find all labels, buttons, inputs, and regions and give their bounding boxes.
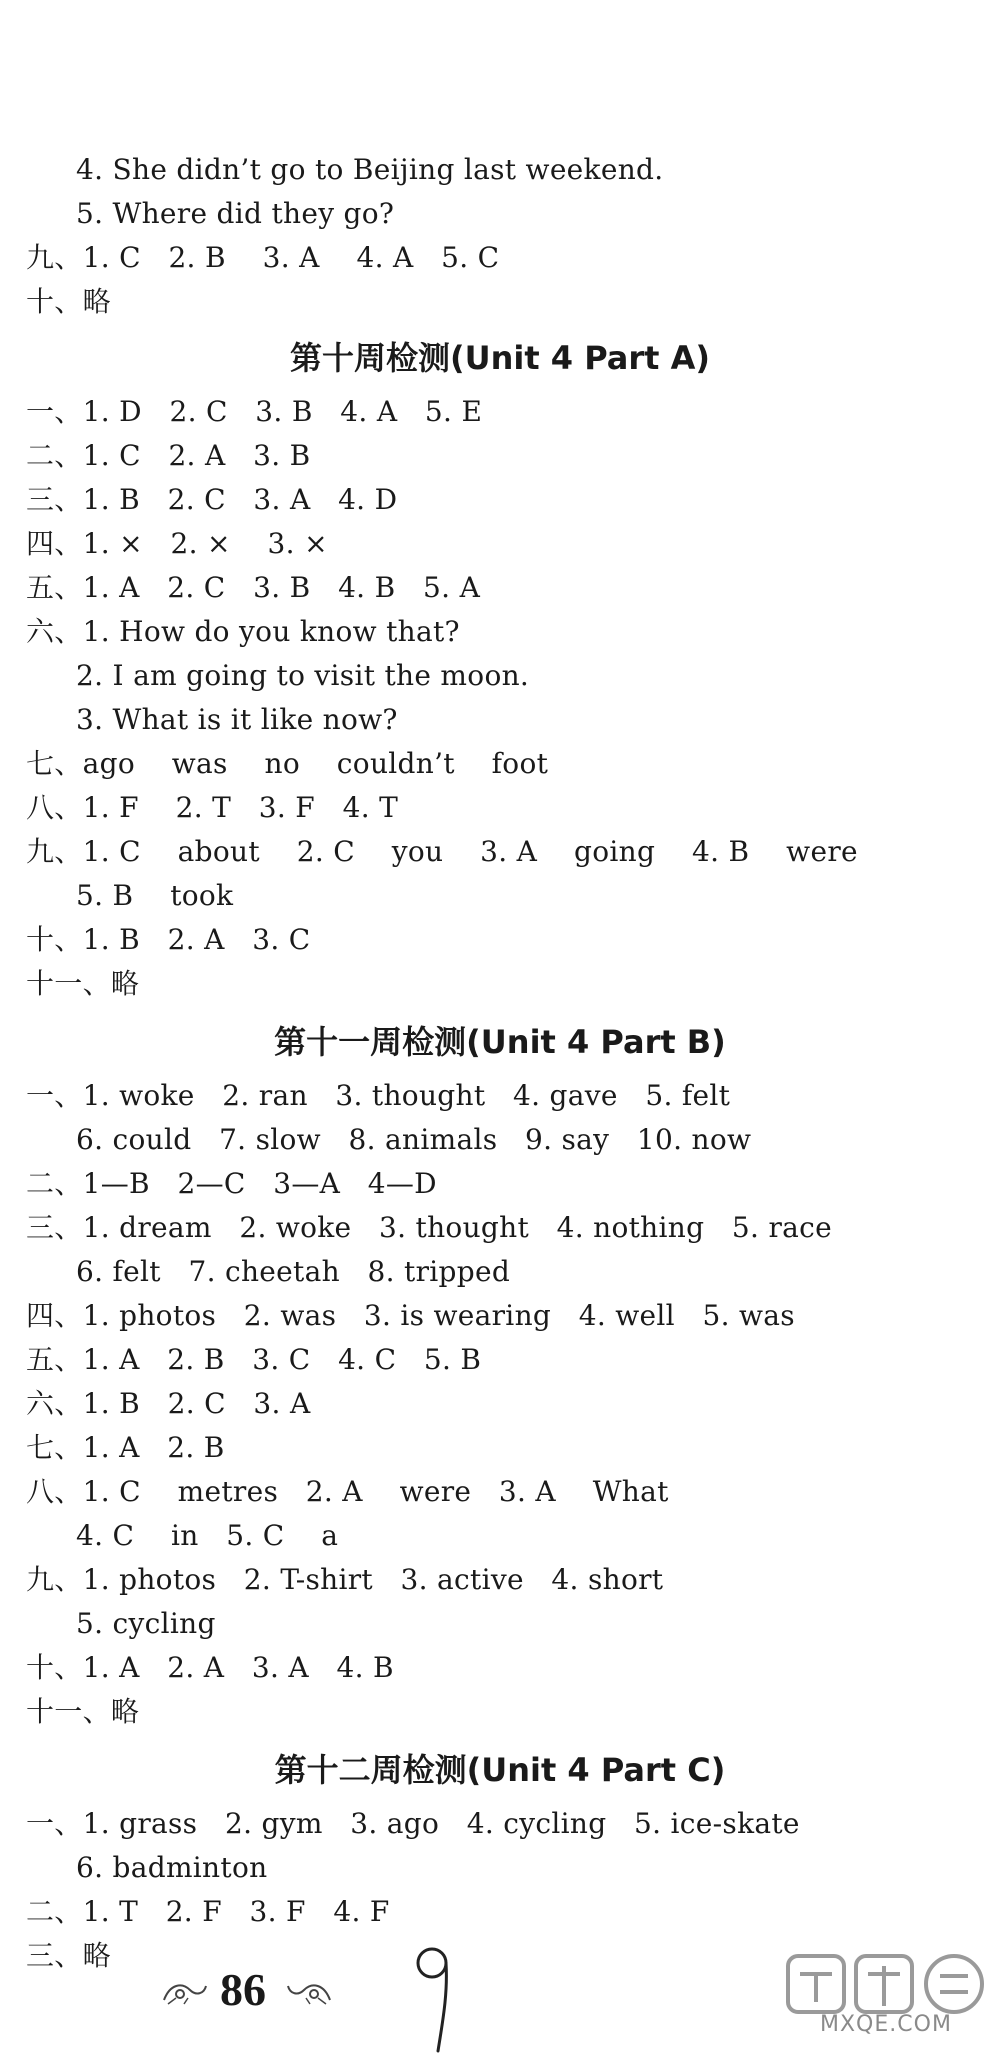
answer-line: 七、1. A 2. B	[26, 1431, 225, 1464]
answer-line: 6. badminton	[76, 1851, 268, 1884]
answer-line: 七、ago was no couldn’t foot	[26, 747, 549, 780]
answer-line: 4. She didn’t go to Beijing last weekend.	[76, 153, 664, 186]
answer-line: 十、1. A 2. A 3. A 4. B	[26, 1651, 394, 1684]
page-footer	[160, 1960, 340, 2030]
answer-line: 6. felt 7. cheetah 8. tripped	[76, 1255, 511, 1288]
answer-line: 一、1. woke 2. ran 3. thought 4. gave 5. felt	[26, 1079, 731, 1112]
section-heading-week11: 第十一周检测(Unit 4 Part B)	[274, 1023, 726, 1061]
page-number: 86	[220, 1964, 266, 2015]
answer-line: 十一、略	[26, 1695, 140, 1728]
answer-line: 九、1. photos 2. T-shirt 3. active 4. short	[26, 1563, 664, 1596]
answer-line: 五、1. A 2. C 3. B 4. B 5. A	[26, 571, 481, 604]
answer-line: 六、1. B 2. C 3. A	[26, 1387, 311, 1420]
answer-line: 5. B took	[76, 879, 234, 912]
answer-line: 四、1. photos 2. was 3. is wearing 4. well 5. was	[26, 1299, 795, 1332]
section-heading-week10: 第十周检测(Unit 4 Part A)	[289, 339, 710, 377]
answer-line: 三、略	[26, 1939, 111, 1972]
answer-line: 八、1. F 2. T 3. F 4. T	[26, 791, 399, 824]
answer-line: 九、1. C 2. B 3. A 4. A 5. C	[26, 241, 500, 274]
answer-line: 2. I am going to visit the moon.	[76, 659, 530, 692]
answer-line: 6. could 7. slow 8. animals 9. say 10. now	[76, 1123, 752, 1156]
watermark-logo-icon	[780, 1950, 995, 2020]
answer-line: 十、略	[26, 285, 111, 318]
answer-line: 3. What is it like now?	[76, 703, 398, 736]
answer-line: 二、1. T 2. F 3. F 4. F	[26, 1895, 390, 1928]
watermark	[780, 1950, 995, 2050]
answer-line: 三、1. dream 2. woke 3. thought 4. nothing 5. race	[26, 1211, 832, 1244]
ornament-left-icon	[160, 1974, 210, 2008]
answer-line: 三、1. B 2. C 3. A 4. D	[26, 483, 398, 516]
handwritten-nine-icon	[410, 1935, 460, 2055]
answer-line: 五、1. A 2. B 3. C 4. C 5. B	[26, 1343, 482, 1376]
answer-line: 二、1. C 2. A 3. B	[26, 439, 311, 472]
ornament-right-icon	[284, 1974, 334, 2008]
answer-line: 一、1. D 2. C 3. B 4. A 5. E	[26, 395, 483, 428]
watermark-text: MXQE.COM	[820, 2012, 952, 2037]
answer-line: 六、1. How do you know that?	[26, 615, 460, 648]
answer-line: 5. Where did they go?	[76, 197, 395, 230]
answer-line: 二、1—B 2—C 3—A 4—D	[26, 1167, 437, 1200]
answer-line: 一、1. grass 2. gym 3. ago 4. cycling 5. ice-skate	[26, 1807, 800, 1840]
answer-line: 四、1. × 2. × 3. ×	[26, 527, 328, 560]
section-heading-week12: 第十二周检测(Unit 4 Part C)	[274, 1751, 726, 1789]
answer-line: 4. C in 5. C a	[76, 1519, 339, 1552]
answer-line: 5. cycling	[76, 1607, 216, 1640]
answer-line: 八、1. C metres 2. A were 3. A What	[26, 1475, 669, 1508]
answer-line: 九、1. C about 2. C you 3. A going 4. B were	[26, 835, 858, 868]
answer-line: 十、1. B 2. A 3. C	[26, 923, 311, 956]
answer-line: 十一、略	[26, 967, 140, 1000]
